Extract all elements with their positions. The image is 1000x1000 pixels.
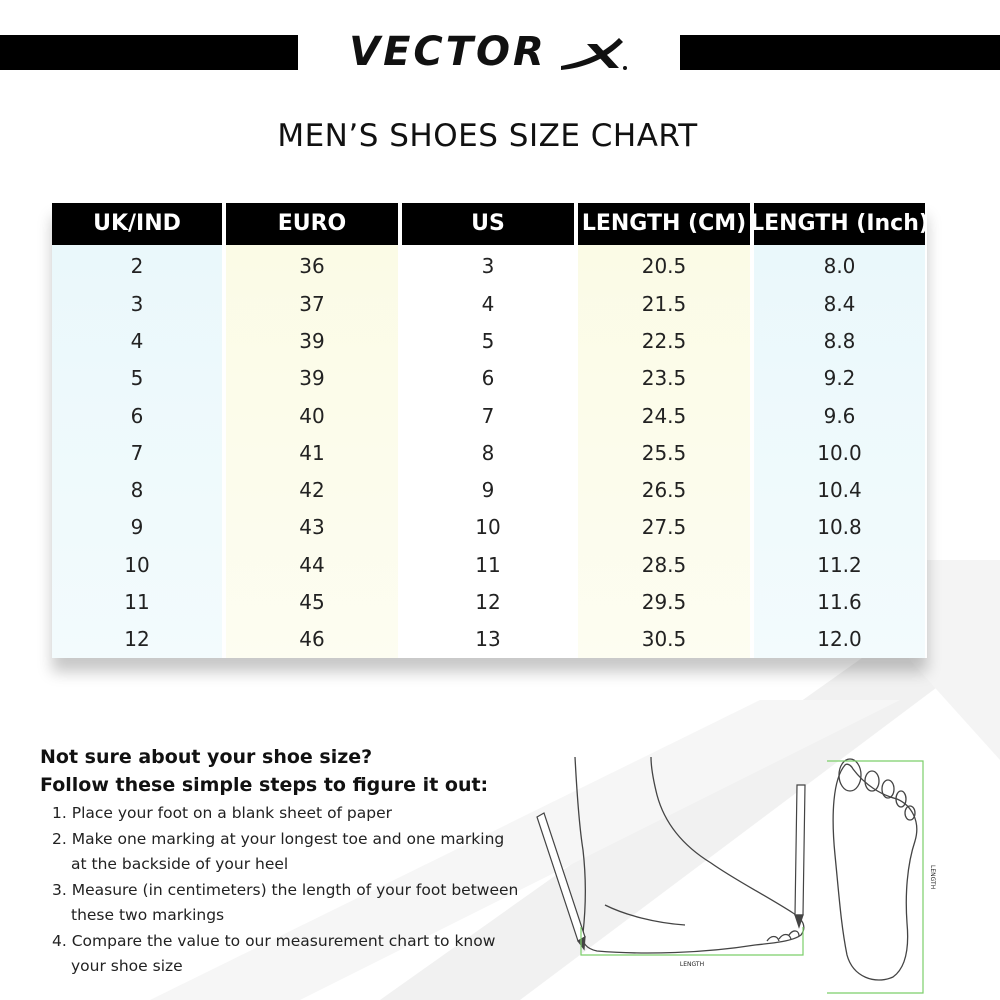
column-length-inch [750,203,929,658]
brand-x-mark [557,32,629,72]
table-cell: 43 [299,515,325,540]
table-cell: 25.5 [641,440,687,465]
table-cell: 9 [130,515,144,540]
guide-step-continuation: these two markings [71,906,225,924]
table-cell: 23.5 [641,366,687,391]
header-bar-right [680,35,1000,70]
guide-steps [40,801,518,980]
table-cell: 29.5 [641,590,687,615]
column-header-length-cm: LENGTH (CM) [578,203,750,245]
table-cell: 27.5 [641,515,687,540]
guide-step-text: 1. Place your foot on a blank sheet of paper [52,804,393,822]
table-cell: 36 [299,254,325,279]
foot-measurement-illustration [535,755,965,1000]
column-header-euro: EURO [226,203,398,245]
pencil-icon-toe [795,785,805,927]
table-cell: 3 [130,291,144,316]
measurement-guide [40,743,518,980]
table-cell: 44 [299,552,325,577]
foot-side-view [575,757,804,953]
table-cell: 10.8 [817,515,862,540]
table-cell: 13 [475,627,501,652]
table-cell: 24.5 [641,403,687,428]
guide-heading-instruction: Follow these simple steps to figure it out: [40,774,489,796]
table-cell: 11 [475,552,501,577]
table-cell: 4 [130,328,144,353]
table-cell: 3 [481,254,495,279]
side-length-label: LENGTH [679,961,705,968]
table-cell: 46 [299,627,325,652]
table-cell: 9.2 [823,366,856,391]
table-cell: 10 [475,515,501,540]
table-cell: 6 [130,403,144,428]
header-bar-left [0,35,298,70]
top-length-label: LENGTH [929,865,936,890]
side-length-measure [581,927,803,955]
table-cell: 11 [124,590,150,615]
guide-step-4 [52,929,518,980]
table-cell: 28.5 [641,552,687,577]
guide-step-1 [52,801,518,827]
column-euro [226,203,398,658]
table-cell: 12.0 [817,627,862,652]
column-body-length-cm [578,245,750,658]
column-body-euro [226,245,398,658]
table-cell: 7 [481,403,495,428]
table-cell: 10 [124,552,150,577]
table-cell: 40 [299,403,325,428]
foot-top-view [833,759,917,980]
table-cell: 6 [481,366,495,391]
table-cell: 4 [481,291,495,316]
page-title: MEN’S SHOES SIZE CHART [277,118,698,154]
table-cell: 21.5 [641,291,687,316]
guide-heading-question: Not sure about your shoe size? [40,746,373,768]
table-cell: 39 [299,366,325,391]
table-cell: 8.0 [823,254,856,279]
table-cell: 41 [299,440,325,465]
guide-step-text: 2. Make one marking at your longest toe and one marking [52,829,505,848]
table-cell: 42 [299,478,325,503]
table-cell: 22.5 [641,328,687,353]
column-us [402,203,574,658]
brand-logo-text: VECTOR [349,29,547,75]
guide-step-text: 4. Compare the value to our measurement chart to know [52,931,496,950]
brand-logo [298,26,680,78]
guide-step-text: 3. Measure (in centimeters) the length of your foot between [52,880,519,899]
table-cell: 8 [130,478,144,503]
column-uk-ind [52,203,222,658]
table-cell: 8.8 [823,328,856,353]
column-body-uk-ind [52,245,222,658]
column-length-cm [578,203,750,658]
table-cell: 9 [481,478,495,503]
table-cell: 39 [299,328,325,353]
table-cell: 8 [481,440,495,465]
table-cell: 11.2 [817,552,862,577]
table-cell: 8.4 [823,291,856,316]
table-cell: 5 [130,366,144,391]
table-cell: 9.6 [823,403,856,428]
guide-step-2 [52,827,518,878]
column-header-us: US [402,203,574,245]
column-body-us [402,245,574,658]
table-cell: 5 [481,328,495,353]
table-cell: 12 [124,627,150,652]
column-body-length-inch [754,245,925,658]
table-cell: 37 [299,291,325,316]
column-header-uk-ind: UK/IND [52,203,222,245]
guide-step-continuation: at the backside of your heel [71,855,289,873]
table-cell: 10.0 [817,440,862,465]
size-chart-table [52,203,927,658]
guide-step-continuation: your shoe size [71,957,183,975]
table-cell: 10.4 [817,478,862,503]
table-cell: 11.6 [817,590,862,615]
top-length-measure [827,761,923,993]
table-cell: 12 [475,590,501,615]
table-cell: 26.5 [641,478,687,503]
table-cell: 45 [299,590,325,615]
table-cell: 2 [130,254,144,279]
table-cell: 30.5 [641,627,687,652]
column-header-length-inch: LENGTH (Inch) [754,203,925,245]
pencil-icon-heel [537,813,585,949]
guide-step-3 [52,878,518,929]
table-cell: 7 [130,440,144,465]
table-cell: 20.5 [641,254,687,279]
